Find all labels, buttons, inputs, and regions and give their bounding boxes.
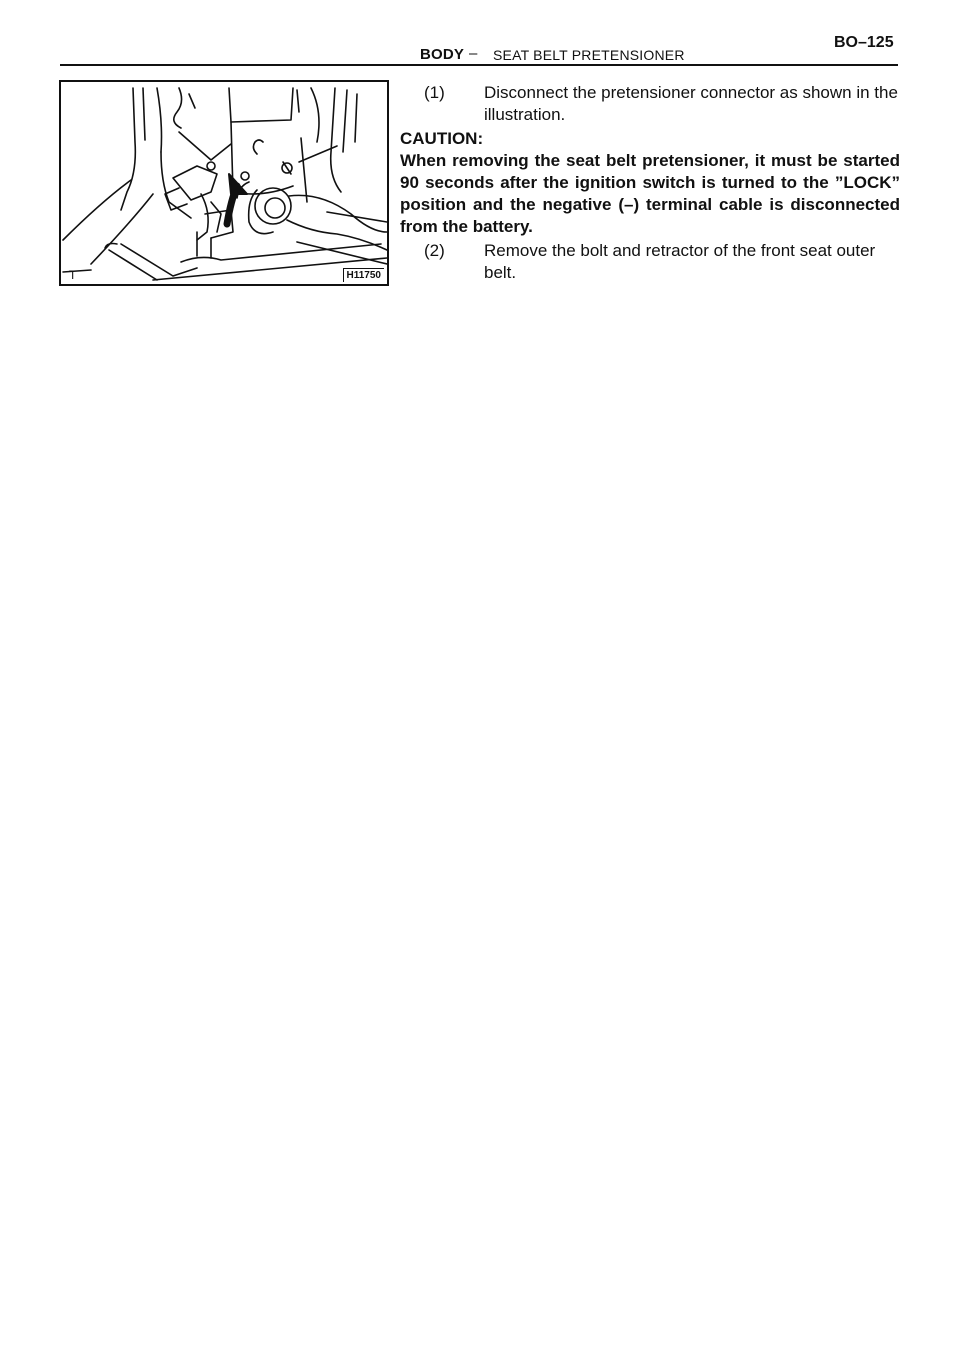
header-separator: – <box>469 45 478 62</box>
caution-heading: CAUTION: <box>400 129 484 148</box>
step-number: (2) <box>424 241 445 260</box>
illustration-figure <box>59 80 389 286</box>
step-1 <box>400 82 900 126</box>
page-header <box>0 0 960 70</box>
pretensioner-illustration <box>61 82 389 286</box>
procedure-text <box>400 82 900 284</box>
corner-mark: T <box>69 268 77 282</box>
step-2 <box>400 240 900 284</box>
step-number: (1) <box>424 83 445 102</box>
header-rule <box>60 64 898 66</box>
section-title: SEAT BELT PRETENSIONER <box>493 47 685 63</box>
figure-code: H11750 <box>343 268 384 282</box>
section-label: BODY <box>420 46 465 63</box>
page-code: BO–125 <box>834 34 894 51</box>
caution-text: When removing the seat belt pretensioner, it must be started 90 seconds after the ignition switch is turned to the ”LOCK” position and the negative (–) terminal cable is disconnected from the battery. <box>400 151 900 236</box>
step-text: Disconnect the pretensioner connector as shown in the illustration. <box>484 83 898 124</box>
step-text: Remove the bolt and retractor of the front seat outer belt. <box>484 241 876 282</box>
